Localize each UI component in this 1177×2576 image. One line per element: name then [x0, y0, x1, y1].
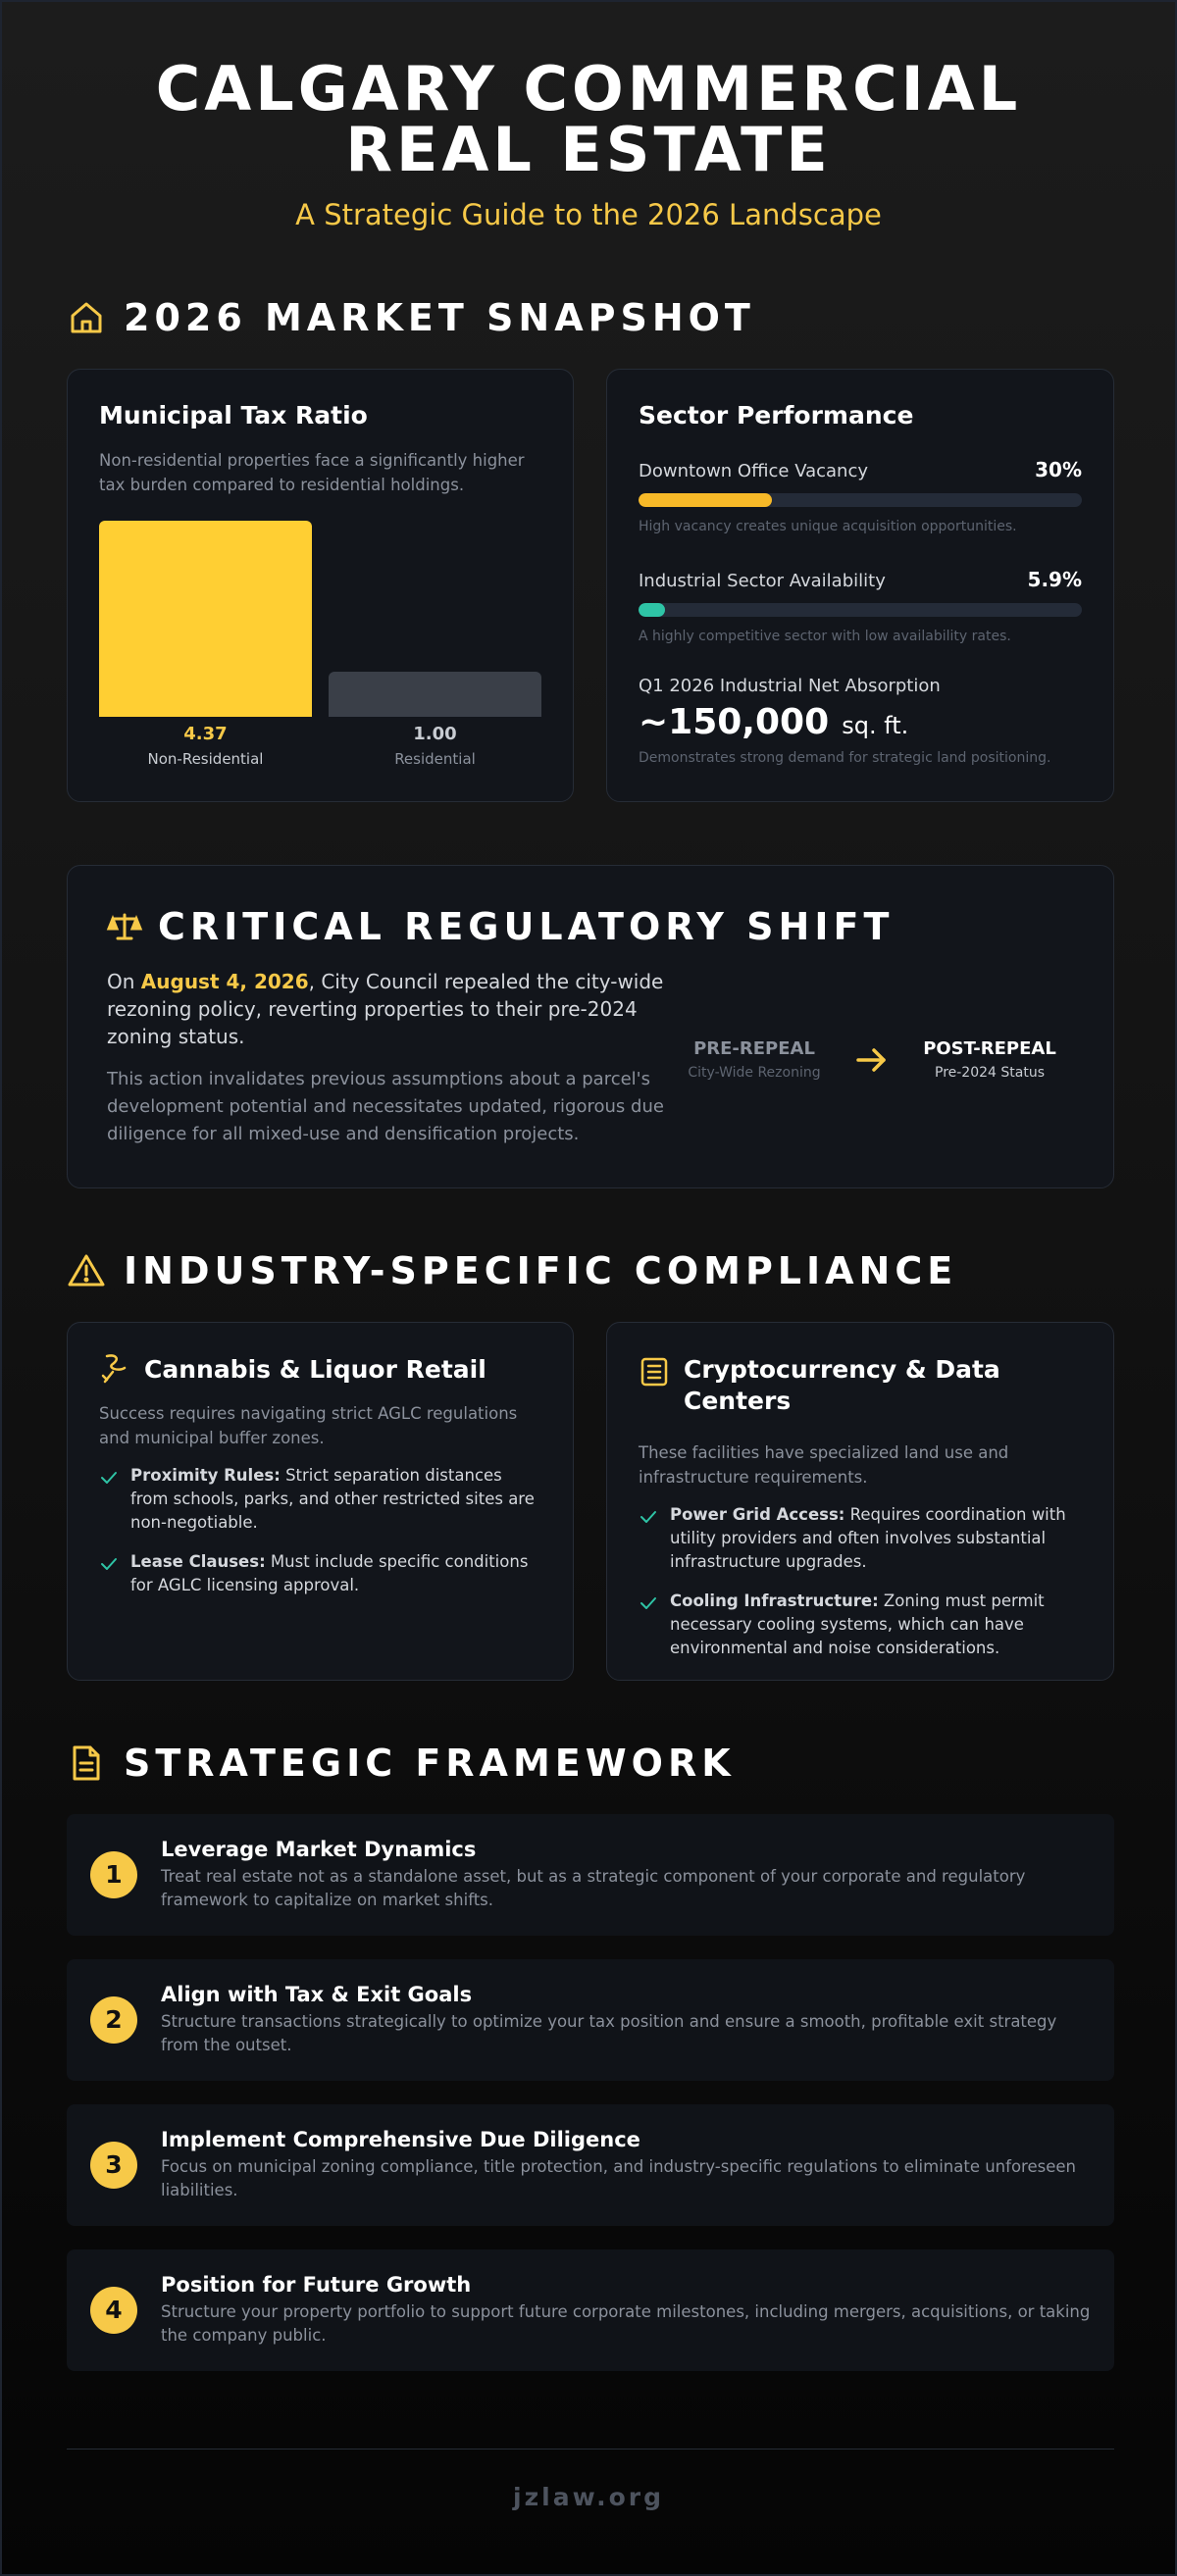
snapshot-heading: [67, 296, 755, 339]
metric-value: 5.9%: [1027, 568, 1082, 591]
step-number: 2: [90, 1996, 137, 2044]
step-description: Focus on municipal zoning compliance, title protection, and industry-specific regulations to eliminate unforeseen liabilities.: [161, 2157, 1076, 2199]
metric-label: Downtown Office Vacancy: [639, 461, 869, 481]
metric-value: 30%: [1035, 458, 1082, 481]
regulatory-paragraph-secondary: This action invalidates previous assumptions about a parcel's development potential and necessitates updated, rigorous due diligence for all mixed-use and densification projects.: [107, 1069, 664, 1144]
footer-site-link[interactable]: jzlaw.org: [513, 2483, 664, 2511]
progress-fill: [639, 603, 665, 617]
post-repeal-sub: Pre-2024 Status: [935, 1065, 1045, 1081]
item-text: Must include specific conditions for AGLC licensing approval.: [130, 1552, 529, 1594]
pre-repeal-sub: City-Wide Rezoning: [688, 1065, 821, 1081]
step-title: Implement Comprehensive Due Diligence: [161, 2128, 640, 2151]
repeal-date: August 4, 2026: [140, 970, 309, 993]
metric-note: High vacancy creates unique acquisition opportunities.: [639, 519, 1017, 534]
metric-label: Q1 2026 Industrial Net Absorption: [639, 676, 941, 696]
checklist: [639, 1488, 1080, 1660]
metric-note: A highly competitive sector with low availability rates.: [639, 629, 1011, 644]
metric-label: Industrial Sector Availability: [639, 571, 886, 591]
tax-bar-residential: [329, 672, 541, 717]
section-title: CRITICAL REGULATORY SHIFT: [158, 905, 895, 948]
step-description: Treat real estate not as a standalone asset, but as a strategic component of your corporate and regulatory framework to capitalize on market shifts.: [161, 1867, 1026, 1909]
compliance-heading: [67, 1249, 957, 1292]
checklist: [99, 1448, 539, 1597]
card-title: Cryptocurrency & Data Centers: [684, 1355, 1000, 1415]
step-number: 4: [90, 2287, 137, 2334]
check-icon: [639, 1593, 658, 1613]
item-text: Requires coordination with utility providers and often involves substantial infrastructure upgrades.: [670, 1505, 1066, 1571]
check-icon: [99, 1554, 119, 1574]
card-header: [639, 1354, 1037, 1417]
absorption-value: ~150,000: [639, 702, 830, 742]
section-title: 2026 MARKET SNAPSHOT: [124, 296, 755, 339]
framework-heading: [67, 1742, 736, 1785]
regulatory-card: [67, 865, 1114, 1188]
section-title: INDUSTRY-SPECIFIC COMPLIANCE: [124, 1249, 958, 1292]
pre-repeal-label: PRE-REPEAL: [693, 1038, 815, 1059]
step-description: Structure your property portfolio to support future corporate milestones, including mergers, acquisitions, or taking the company public.: [161, 2302, 1091, 2345]
document-icon: [67, 1743, 106, 1783]
arrow-right-icon: [852, 1040, 892, 1080]
check-icon: [639, 1507, 658, 1527]
list-item: [639, 1503, 1080, 1574]
warning-icon: [67, 1251, 106, 1290]
tax-bar-label: Residential: [394, 750, 476, 768]
step-title: Align with Tax & Exit Goals: [161, 1983, 473, 2006]
pre-repeal: [676, 1038, 833, 1081]
item-bold: Proximity Rules:: [130, 1466, 281, 1485]
tax-bar-values: [99, 724, 541, 768]
cannabis-icon: [99, 1352, 130, 1386]
tax-bar-chart: [99, 521, 541, 717]
server-icon: [639, 1356, 670, 1388]
metric-industrial-availability: [639, 568, 1082, 644]
home-icon: [67, 298, 106, 337]
tax-bar-label-group: [329, 724, 541, 768]
cannabis-card: [67, 1322, 574, 1681]
check-icon: [99, 1468, 119, 1488]
absorption-unit: sq. ft.: [842, 712, 909, 739]
card-description: Non-residential properties face a significantly higher tax burden compared to residential holdings.: [99, 451, 525, 494]
metric-note: Demonstrates strong demand for strategic land positioning.: [639, 750, 1051, 766]
page-title: CALGARY COMMERCIAL REAL ESTATE: [155, 53, 1022, 185]
tax-bar-value: 4.37: [183, 724, 228, 744]
list-item: [99, 1464, 539, 1535]
crypto-card: [606, 1322, 1114, 1681]
step-number: 1: [90, 1851, 137, 1898]
tax-bar-non-residential: [99, 521, 312, 717]
footer-divider: [67, 2449, 1114, 2450]
card-header: [99, 1352, 486, 1386]
progress-track: [639, 493, 1082, 507]
metric-net-absorption: [639, 676, 1082, 766]
item-text: Zoning must permit necessary cooling systems, which can have environmental and noise considerations.: [670, 1591, 1045, 1657]
tax-ratio-card: [67, 369, 574, 802]
card-description: Success requires navigating strict AGLC regulations and municipal buffer zones.: [99, 1404, 518, 1447]
framework-step: [67, 2104, 1114, 2226]
framework-step: [67, 1814, 1114, 1936]
sector-performance-card: [606, 369, 1114, 802]
page-subtitle: A Strategic Guide to the 2026 Landscape: [295, 198, 882, 231]
post-repeal: [911, 1038, 1068, 1081]
item-text: Strict separation distances from schools, parks, and other restricted sites are non-negotiable.: [130, 1466, 535, 1532]
para-text: , City Council repealed the city-wide rezoning policy, reverting properties to their pre-2024 zoning status.: [107, 970, 664, 1048]
list-item: [639, 1590, 1080, 1660]
item-bold: Cooling Infrastructure:: [670, 1591, 879, 1610]
tax-bar-label-group: [99, 724, 312, 768]
framework-step: [67, 1959, 1114, 2081]
step-number: 3: [90, 2142, 137, 2189]
progress-fill: [639, 493, 772, 507]
card-title: Sector Performance: [639, 401, 914, 429]
tax-bar-label: Non-Residential: [147, 750, 264, 768]
card-title: Cannabis & Liquor Retail: [144, 1354, 486, 1384]
progress-track: [639, 603, 1082, 617]
header: [2, 2, 1175, 231]
item-bold: Lease Clauses:: [130, 1552, 266, 1571]
step-title: Leverage Market Dynamics: [161, 1838, 477, 1861]
scales-icon: [105, 907, 144, 946]
framework-step: [67, 2249, 1114, 2371]
section-title: STRATEGIC FRAMEWORK: [124, 1742, 736, 1785]
card-title: Municipal Tax Ratio: [99, 401, 368, 429]
list-item: [99, 1550, 539, 1597]
step-description: Structure transactions strategically to optimize your tax position and ensure a smooth, profitable exit strategy from the outset.: [161, 2012, 1057, 2054]
tax-bar-value: 1.00: [413, 724, 457, 744]
post-repeal-label: POST-REPEAL: [923, 1038, 1056, 1059]
regulatory-paragraph: [107, 968, 676, 1050]
card-description: These facilities have specialized land use and infrastructure requirements.: [639, 1443, 1009, 1487]
para-text: On: [107, 970, 141, 993]
step-title: Position for Future Growth: [161, 2273, 472, 2297]
item-bold: Power Grid Access:: [670, 1505, 845, 1524]
regulatory-heading: [105, 905, 894, 948]
metric-office-vacancy: [639, 458, 1082, 534]
